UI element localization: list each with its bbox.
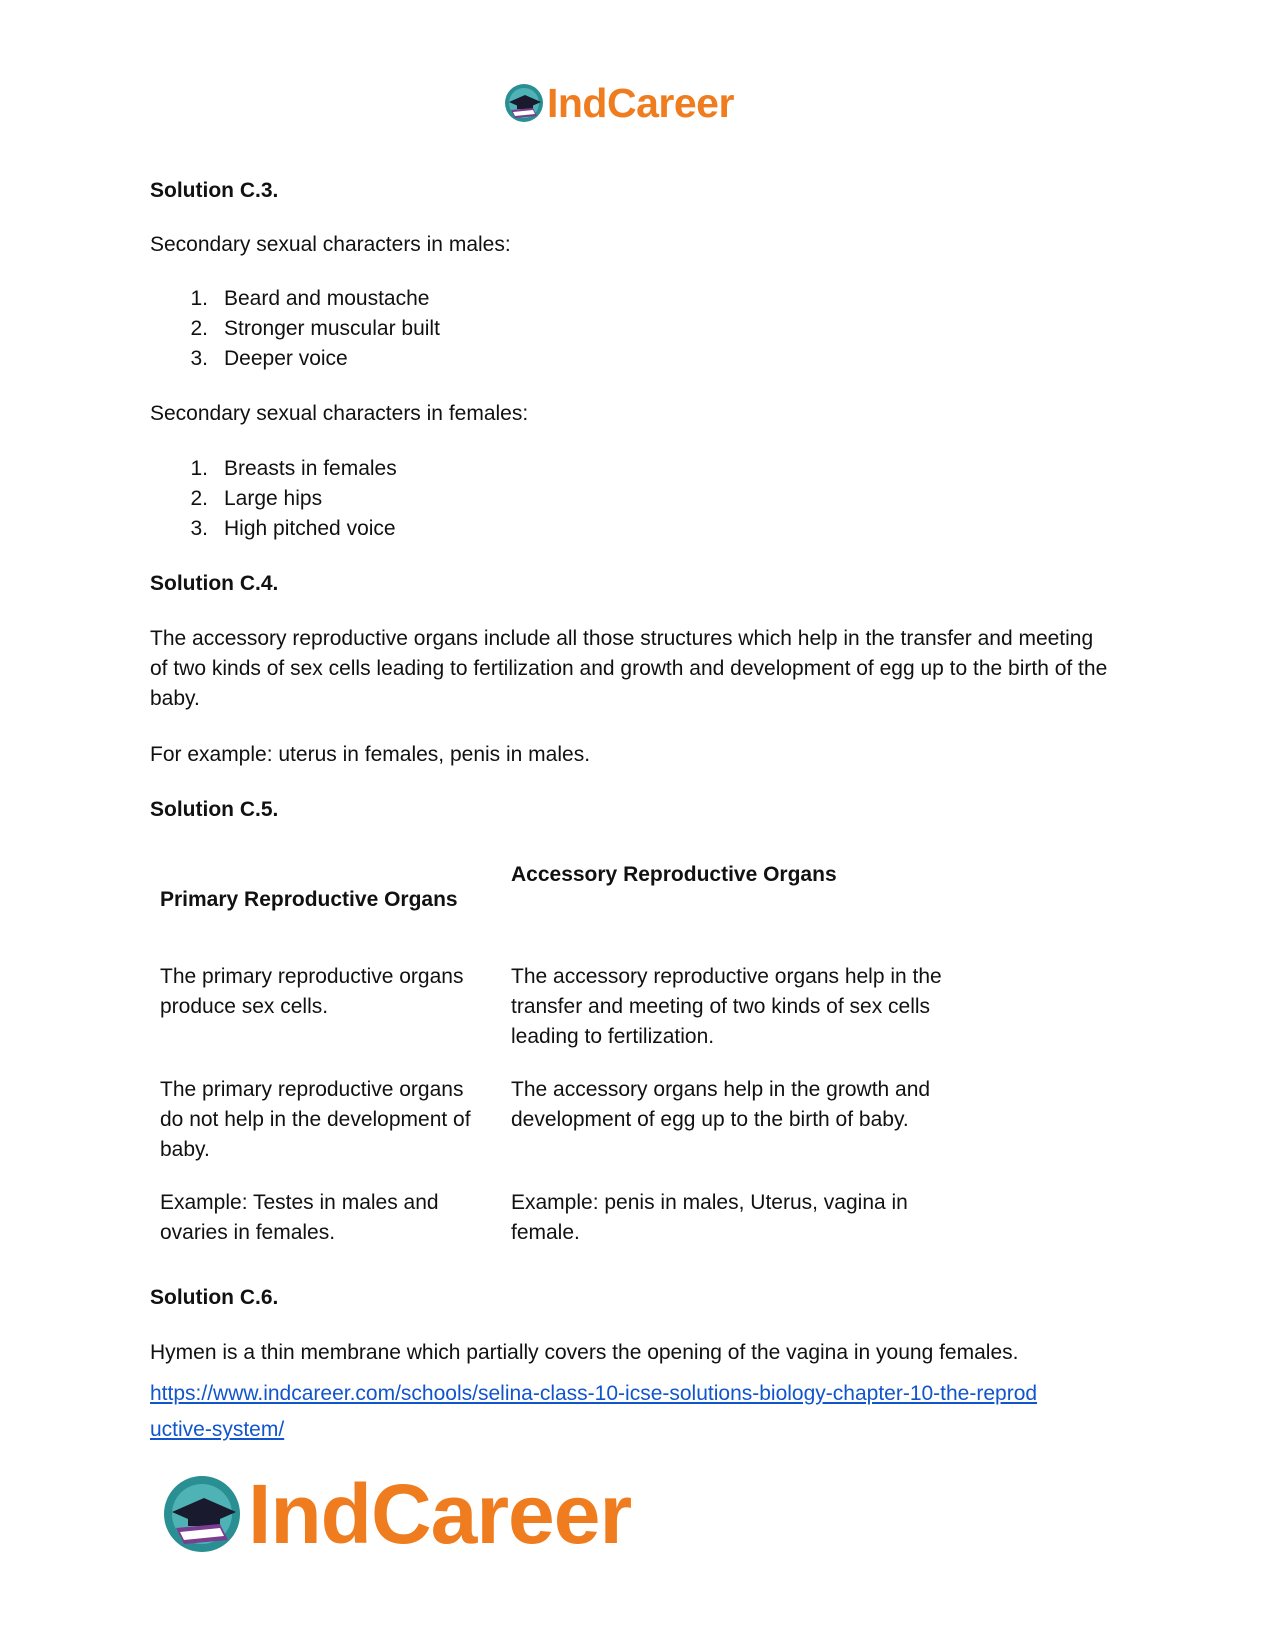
heading-c5: Solution C.5. — [150, 798, 279, 821]
document-page: IndCareer Solution C.3. Secondary sexual characters in males: 1. Beard and moustache 2. Stronger muscular built 3. Deeper voice Secondary sexual characters in females: 1. Breasts in females 2. Large hips 3. High pitched voice Solution C.4. The accessory reproductive organs include all those structures which help in the transfer and meeting of two kinds of sex cells leading to fertilization and growth and development of egg up to the birth of the baby. For example: uterus in females, penis in males. Solution C.5. Accessory Reproductive Organs Primary Reproductive Organs The primary reproductive organs produce sex cells. The accessory reproductive organs help in the transfer and meeting of two kinds of sex cells leading to fertilization. The primary reproductive organs do not help in the development of baby. The accessory organs help in the growth and development of egg up to the birth of baby. Example: Testes in males and ovaries in females. Example: penis in males, Uterus, vagina in female. Solution C.6. Hymen is a thin membrane which partially covers the opening of the vagina in young females. https://www.indcareer.com/schools/selina-class-10-icse-solutions-biology-chapter-10-the-reprod uctive-system/ IndCareer — [0, 0, 1275, 1651]
table-cell: The primary reproductive organs do not help in the development of baby. — [160, 1078, 471, 1161]
table-cell: The primary reproductive organs produce sex cells. — [160, 965, 464, 1018]
heading-c3: Solution C.3. — [150, 179, 279, 202]
table-header-accessory: Accessory Reproductive Organs — [511, 863, 837, 886]
table-cell: The accessory reproductive organs help in the transfer and meeting of two kinds of sex cells leading to fertilization. — [511, 965, 942, 1048]
heading-c4: Solution C.4. — [150, 572, 279, 595]
table-cell: Example: penis in males, Uterus, vagina in female. — [511, 1191, 908, 1244]
c4-paragraph: The accessory reproductive organs include all those structures which help in the transfer and meeting of two kinds of sex cells leading to fertilization and growth and development of egg up to the birth of the baby. — [150, 627, 1108, 710]
table-cell: The accessory organs help in the growth and development of egg up to the birth of baby. — [511, 1078, 931, 1131]
footer-logo — [160, 1466, 631, 1562]
graduation-cap-book-icon — [160, 1472, 244, 1556]
logo-wordmark: IndCareer — [248, 1466, 632, 1561]
table-header-primary: Primary Reproductive Organs — [160, 888, 458, 911]
graduation-cap-book-icon — [503, 82, 545, 124]
males-intro: Secondary sexual characters in males: — [150, 233, 511, 256]
table-cell: Example: Testes in males and ovaries in females. — [160, 1191, 439, 1244]
c4-example: For example: uterus in females, penis in males. — [150, 743, 591, 766]
females-intro: Secondary sexual characters in females: — [150, 402, 529, 425]
c6-paragraph: Hymen is a thin membrane which partially covers the opening of the vagina in young females. — [150, 1341, 1019, 1364]
heading-c6: Solution C.6. — [150, 1286, 279, 1309]
logo-wordmark: IndCareer — [547, 79, 734, 126]
header-logo — [503, 78, 734, 128]
source-link[interactable]: https://www.indcareer.com/schools/selina-class-10-icse-solutions-biology-chapter-10-the-reprod uctive-system/ — [150, 1382, 1038, 1441]
source-link-block — [150, 1376, 1130, 1448]
